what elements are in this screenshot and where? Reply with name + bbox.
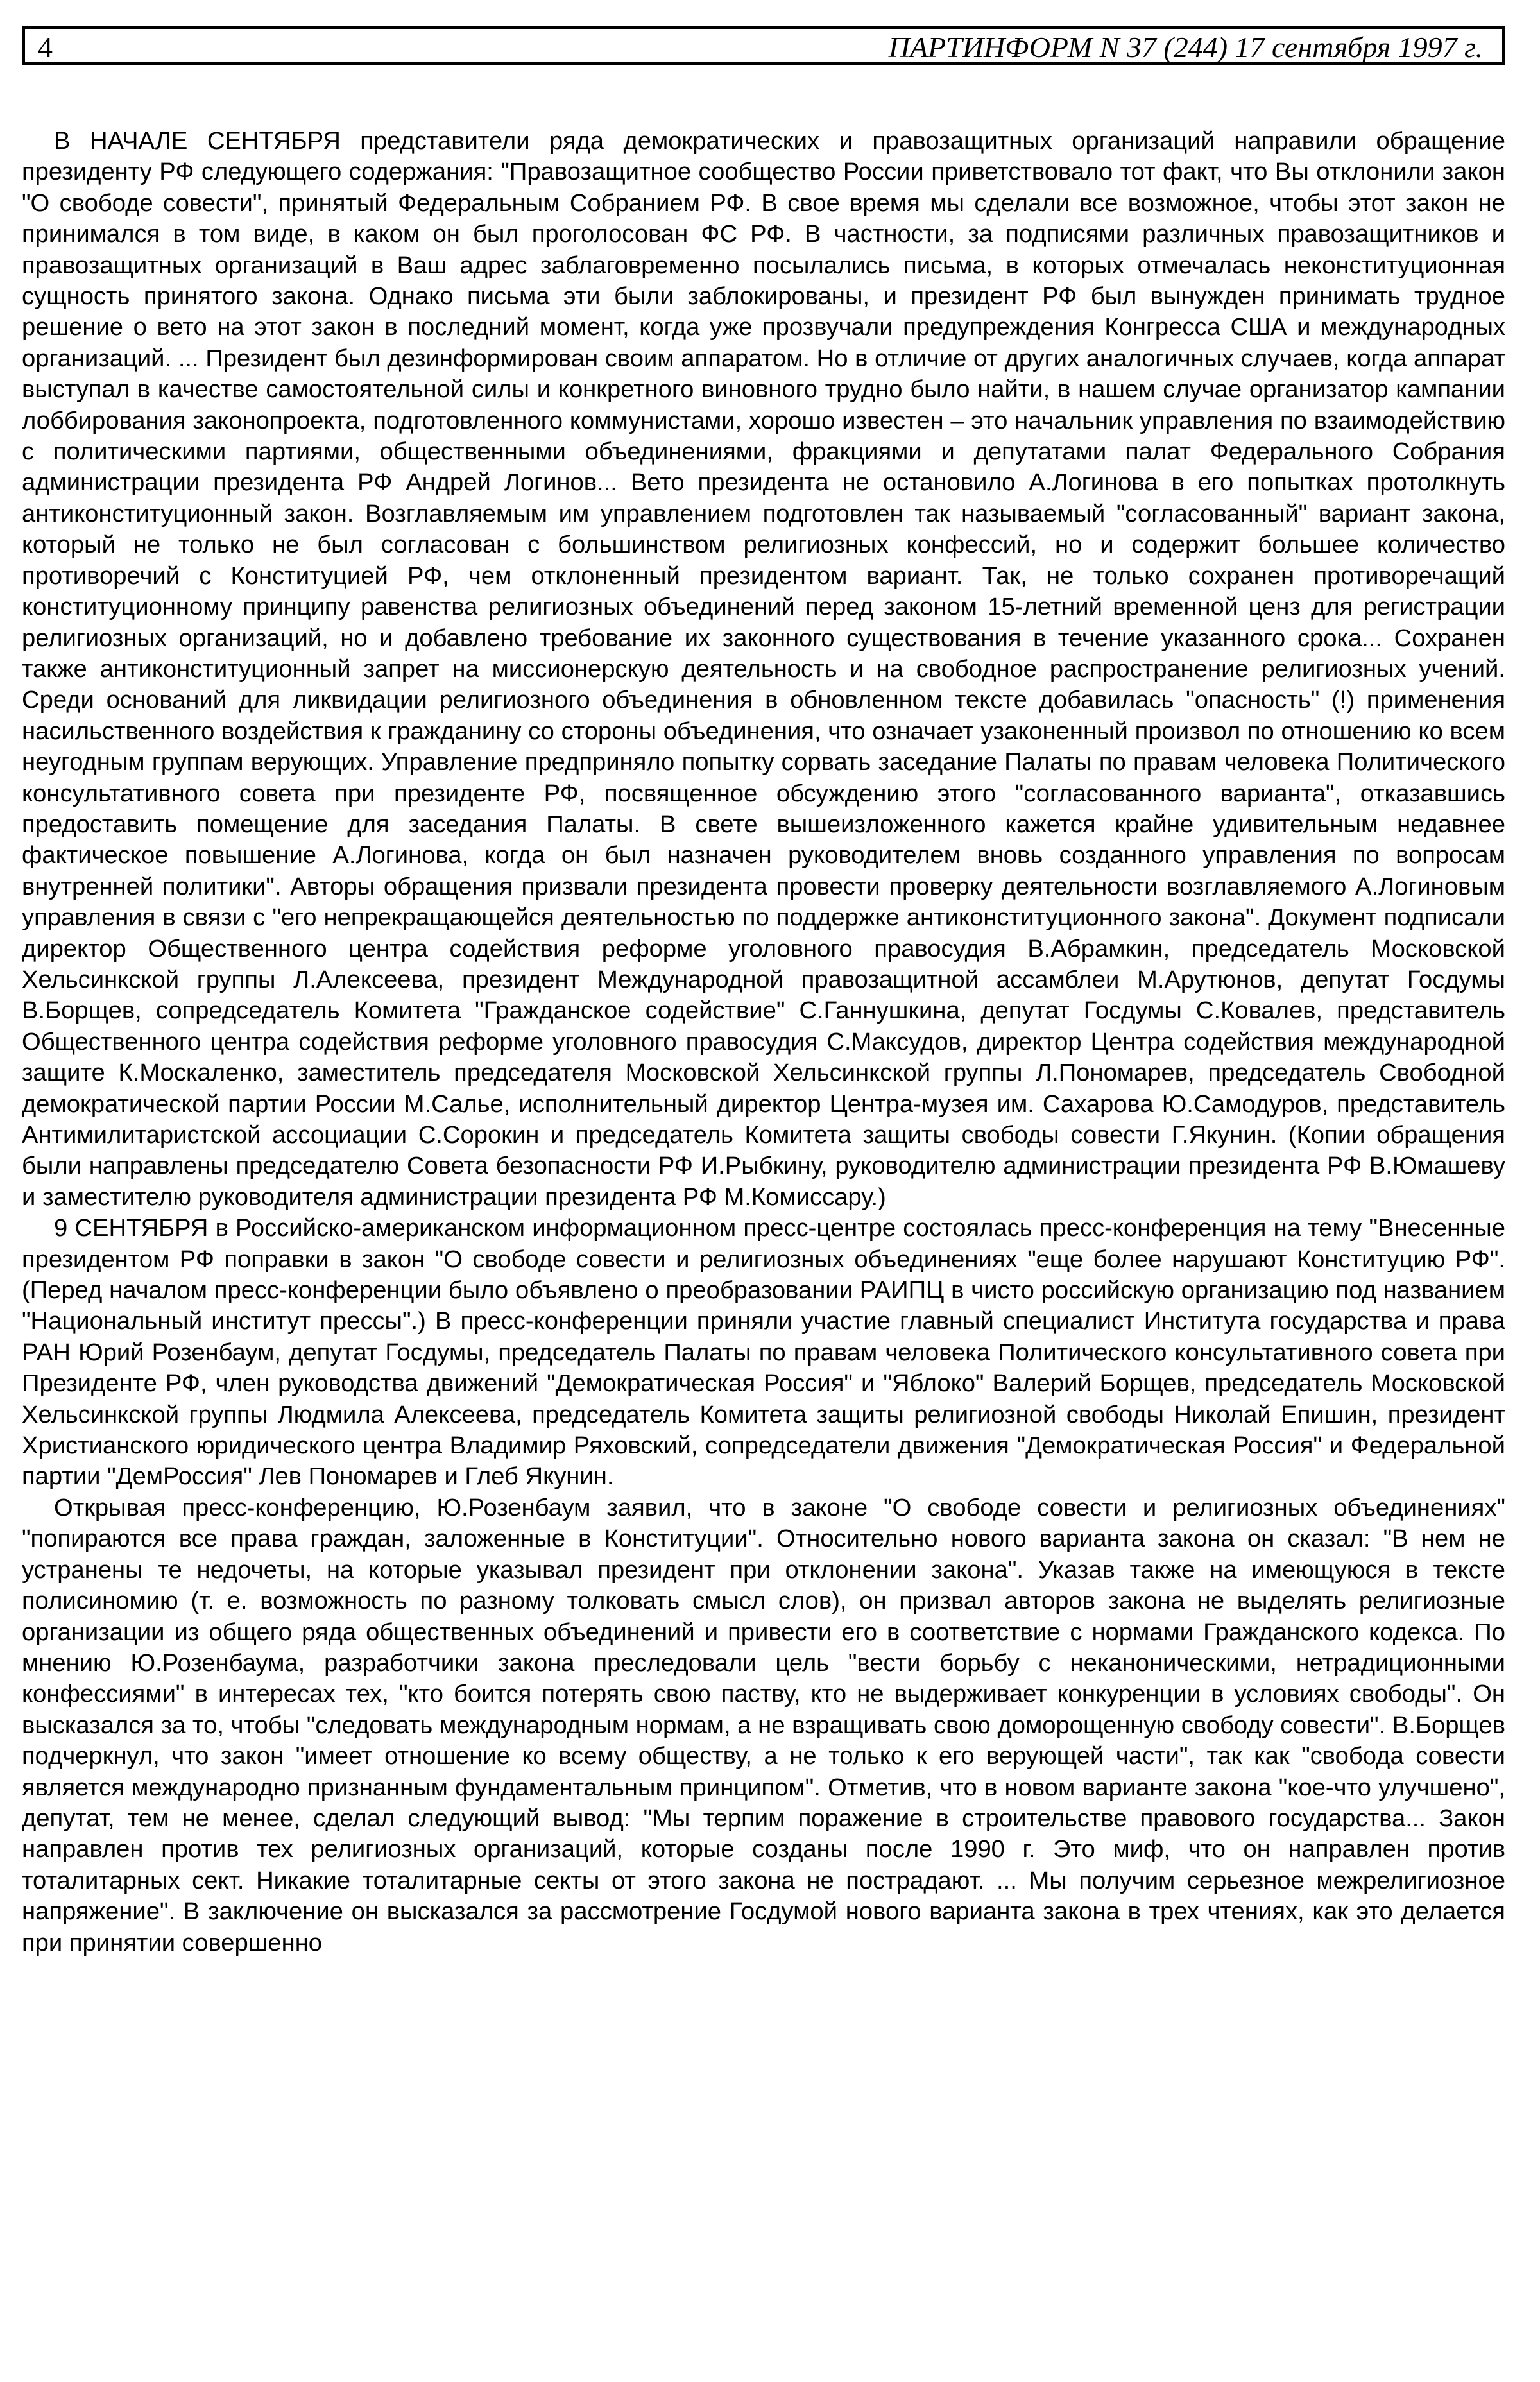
- page-header: [22, 26, 1505, 65]
- article-paragraph: В НАЧАЛЕ СЕНТЯБРЯ представители ряда демократических и правозащитных организаций направили обращение президенту РФ следующего содержания: "Правозащитное сообщество России приветствовало тот факт, что Вы отклонили закон "О свободе совести", принятый Федеральным Собранием РФ. В свое время мы сделали все возможное, чтобы этот закон не принимался в том виде, в каком он был проголосован ФС РФ. В частности, за подписями различных правозащитников и правозащитных организаций в Ваш адрес заблаговременно посылались письма, в которых отмечалась неконституционная сущность принятого закона. Однако письма эти были заблокированы, и президент РФ был вынужден принимать трудное решение о вето на этот закон в последний момент, когда уже прозвучали предупреждения Конгресса США и международных организаций. ... Президент был дезинформирован своим аппаратом. Но в отличие от других аналогичных случаев, когда аппарат выступал в качестве самостоятельной силы и конкретного виновного трудно было найти, в нашем случае организатор кампании лоббирования законопроекта, подготовленного коммунистами, хорошо известен – это начальник управления по взаимодействию с политическими партиями, общественными объединениями, фракциями и депутатами палат Федерального Собрания администрации президента РФ Андрей Логинов... Вето президента не остановило А.Логинова в его попытках протолкнуть антиконституционный закон. Возглавляемым им управлением подготовлен так называемый "согласованный" вариант закона, который не только не был согласован с большинством религиозных конфессий, но и содержит большее количество противоречий с Конституцией РФ, чем отклоненный президентом вариант. Так, не только сохранен противоречащий конституционному принципу равенства религиозных объединений перед законом 15-летний временной ценз для регистрации религиозных организаций, но и добавлено требование их законного существования в течение указанного срока... Сохранен также антиконституционный запрет на миссионерскую деятельность и на свободное распространение религиозных учений. Среди оснований для ликвидации религиозного объединения в обновленном тексте добавилась "опасность" (!) применения насильственного воздействия к гражданину со стороны объединения, что означает узаконенный произвол по отношению ко всем неугодным группам верующих. Управление предприняло попытку сорвать заседание Палаты по правам человека Политического консультативного совета при президенте РФ, посвященное обсуждению этого "согласованного варианта", отказавшись предоставить помещение для заседания Палаты. В свете вышеизложенного кажется крайне удивительным недавнее фактическое повышение А.Логинова, когда он был назначен руководителем вновь созданного управления по вопросам внутренней политики". Авторы обращения призвали президента провести проверку деятельности возглавляемого А.Логиновым управления в связи с "его непрекращающейся деятельностью по поддержке антиконституционного закона". Документ подписали директор Общественного центра содействия реформе уголовного правосудия В.Абрамкин, председатель Московской Хельсинкской группы Л.Алексеева, президент Международной правозащитной ассамблеи М.Арутюнов, депутат Госдумы В.Борщев, сопредседатель Комитета "Гражданское содействие" С.Ганнушкина, депутат Госдумы С.Ковалев, представитель Общественного центра содействия реформе уголовного правосудия С.Максудов, директор Центра содействия международной защите К.Москаленко, заместитель председателя Московской Хельсинкской группы Л.Пономарев, председатель Свободной демократической партии России М.Салье, исполнительный директор Центра-музея им. Сахарова Ю.Самодуров, представитель Антимилитаристской ассоциации С.Сорокин и председатель Комитета защиты свободы совести Г.Якунин. (Копии обращения были направлены председателю Совета безопасности РФ И.Рыбкину, руководителю администрации президента РФ В.Юмашеву и заместителю руководителя администрации президента РФ М.Комиссару.): [22, 127, 1505, 1211]
- article-body: [22, 126, 1505, 1958]
- article-paragraph: 9 СЕНТЯБРЯ в Российско-американском информационном пресс-центре состоялась пресс-конференция на тему "Внесенные президентом РФ поправки в закон "О свободе совести и религиозных объединениях "еще более нарушают Конституцию РФ". (Перед началом пресс-конференции было объявлено о преобразовании РАИПЦ в чисто российскую организацию под названием "Национальный институт прессы".) В пресс-конференции приняли участие главный специалист Института государства и права РАН Юрий Розенбаум, депутат Госдумы, председатель Палаты по правам человека Политического консультативного совета при Президенте РФ, член руководства движений "Демократическая Россия" и "Яблоко" Валерий Борщев, председатель Московской Хельсинкской группы Людмила Алексеева, председатель Комитета защиты религиозной свободы Николай Епишин, президент Христианского юридического центра Владимир Ряховский, сопредседатели движения "Демократическая Россия" и Федеральной партии "ДемРоссия" Лев Пономарев и Глеб Якунин.: [22, 1214, 1505, 1491]
- article-paragraph: Открывая пресс-конференцию, Ю.Розенбаум заявил, что в законе "О свободе совести и религиозных объединениях" "попираются все права граждан, заложенные в Конституции". Относительно нового варианта закона он сказал: "В нем не устранены те недочеты, на которые указывал президент при отклонении закона". Указав также на имеющуюся в тексте полисиномию (т. е. возможность по разному толковать смысл слов), он призвал авторов закона не выделять религиозные организации из общего ряда общественных объединений и привести его в соответствие с нормами Гражданского кодекса. По мнению Ю.Розенбаума, разработчики закона преследовали цель "вести борьбу с неканоническими, нетрадиционными конфессиями" в интересах тех, "кто боится потерять свою паству, кто не выдерживает конкуренции в условиях свободы". Он высказался за то, чтобы "следовать международным нормам, а не взращивать свою доморощенную свободу совести". В.Борщев подчеркнул, что закон "имеет отношение ко всему обществу, а не только к его верующей части", так как "свобода совести является международно признанным фундаментальным принципом". Отметив, что в новом варианте закона "кое-что улучшено", депутат, тем не менее, сделал следующий вывод: "Мы терпим поражение в строительстве правового государства... Закон направлен против тех религиозных организаций, которые созданы после 1990 г. Это миф, что он направлен против тоталитарных сект. Никакие тоталитарные секты от этого закона не пострадают. ... Мы получим серьезное межрелигиозное напряжение". В заключение он высказался за рассмотрение Госдумой нового варианта закона в трех чтениях, как это делается при принятии совершенно: [22, 1493, 1505, 1957]
- masthead-title: ПАРТИНФОРМ N 37 (244) 17 сентября 1997 г.: [888, 31, 1483, 64]
- page-number: 4: [38, 31, 53, 64]
